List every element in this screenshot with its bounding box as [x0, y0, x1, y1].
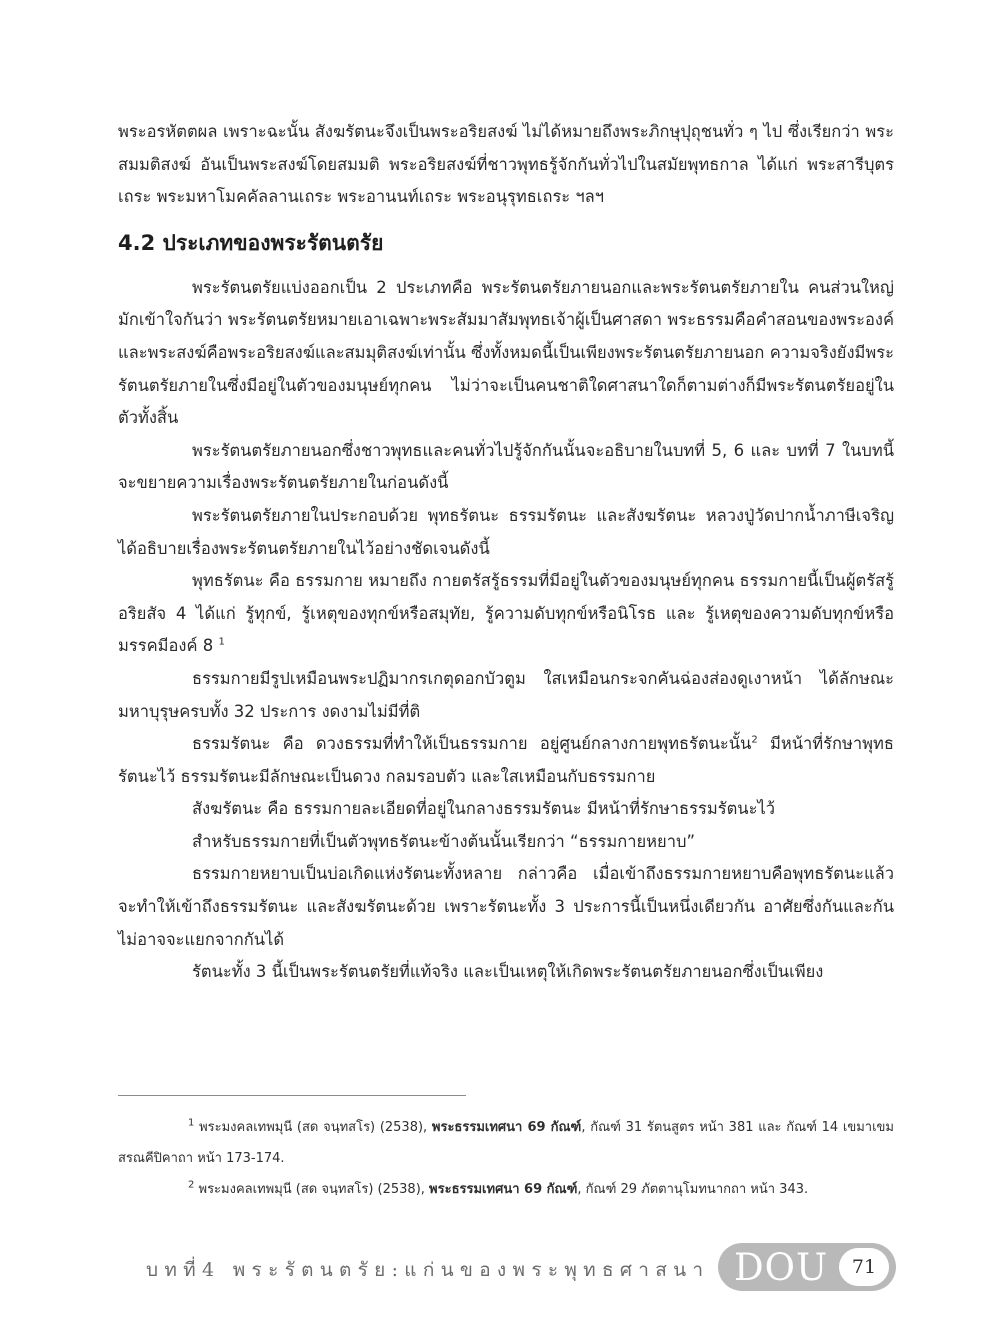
paragraph: พระรัตนตรัยแบ่งออกเป็น 2 ประเภทคือ พระรัตนตรัยภายนอกและพระรัตนตรัยภายใน คนส่วนใหญ่มักเข้าใจกันว่า พระรัตนตรัยหมายเอาเฉพาะพระสัมมาสัมพุทธเจ้าผู้เป็นศาสดา พระธรรมคือคำสอนของพระองค์ และพระสงฆ์คือพระอริยสงฆ์และสมมุติสงฆ์เท่านั้น ซึ่งทั้งหมดนี้เป็นเพียงพระรัตนตรัยภายนอก ความจริงยังมีพระรัตนตรัยภายในซึ่งมีอยู่ในตัวของมนุษย์ทุกคน ไม่ว่าจะเป็นคนชาติใดศาสนาใดก็ตามต่างก็มีพระรัตนตรัยอยู่ในตัวทั้งสิ้น — [118, 277, 894, 428]
paragraph: สังฆรัตนะ คือ ธรรมกายละเอียดที่อยู่ในกลางธรรมรัตนะ มีหน้าที่รักษาธรรมรัตนะไว้ — [192, 799, 776, 819]
footnote-text: พระมงคลเทพมุนี (สด จนฺทสโร) (2538), — [194, 1182, 430, 1197]
footnote-text: , กัณฑ์ 31 รัตนสูตร หน้า 381 และ กัณฑ์ 14 เขมาเขมสรณคีปิคาถา หน้า 173-174. — [118, 1120, 894, 1166]
paragraph: สำหรับธรรมกายที่เป็นตัวพุทธรัตนะข้างต้นนั้นเรียกว่า “ธรรมกายหยาบ” — [192, 831, 696, 851]
footnote-book-title: พระธรรมเทศนา 69 กัณฑ์ — [429, 1182, 578, 1197]
section-heading: 4.2 ประเภทของพระรัตนตรัย — [118, 230, 384, 255]
body-text — [118, 116, 894, 989]
paragraph — [118, 565, 894, 663]
paragraph: พระอรหัตตผล เพราะฉะนั้น สังฆรัตนะจึงเป็นพระอริยสงฆ์ ไม่ได้หมายถึงพระภิกษุปุถุชนทั่ว ๆ ไป ซึ่งเรียกว่า พระสมมติสงฆ์ อันเป็นพระสงฆ์โดยสมมติ พระอริยสงฆ์ที่ชาวพุทธรู้จักกันทั่วไปในสมัยพุทธกาล ได้แก่ พระสารีบุตรเถระ พระมหาโมคคัลลานเถระ พระอานนท์เถระ พระอนุรุทธเถระ ฯลฯ — [118, 122, 894, 207]
footnote-text: , กัณฑ์ 29 ภัตตานุโมทนากถา หน้า 343. — [577, 1182, 809, 1197]
paragraph: พระรัตนตรัยภายนอกซึ่งชาวพุทธและคนทั่วไปรู้จักกันนั้นจะอธิบายในบทที่ 5, 6 และ บทที่ 7 ในบทนี้จะขยายความเรื่องพระรัตนตรัยภายในก่อนดังนี้ — [118, 440, 894, 493]
footnote-divider — [118, 1095, 466, 1096]
paragraph: รัตนะทั้ง 3 นี้เป็นพระรัตนตรัยที่แท้จริง และเป็นเหตุให้เกิดพระรัตนตรัยภายนอกซึ่งเป็นเพียง — [192, 962, 824, 982]
paragraph: พระรัตนตรัยภายในประกอบด้วย พุทธรัตนะ ธรรมรัตนะ และสังฆรัตนะ หลวงปู่วัดปากน้ำภาษีเจริญได้อธิบายเรื่องพระรัตนตรัยภายในไว้อย่างชัดเจนดังนี้ — [118, 505, 894, 558]
paragraph-text: มีหน้าที่รักษาพุทธรัตนะไว้ ธรรมรัตนะมีลักษณะเป็นดวง กลมรอบตัว และใสเหมือนกับธรรมกาย — [118, 734, 894, 786]
footnote-book-title: พระธรรมเทศนา 69 กัณฑ์ — [431, 1120, 582, 1135]
page-number: 71 — [839, 1248, 889, 1286]
paragraph-text: พุทธรัตนะ คือ ธรรมกาย หมายถึง กายตรัสรู้ธรรมที่มีอยู่ในตัวของมนุษย์ทุกคน ธรรมกายนี้เป็นผู้ตรัสรู้อริยสัจ 4 ได้แก่ รู้ทุกข์, รู้เหตุของทุกข์หรือสมุทัย, รู้ความดับทุกข์หรือนิโรธ และ รู้เหตุของความดับทุกข์หรือมรรคมีองค์ 8 — [118, 571, 894, 656]
footnote-text: พระมงคลเทพมุนี (สด จนฺทสโร) (2538), — [194, 1120, 432, 1135]
footnotes — [118, 1112, 894, 1205]
paragraph — [118, 728, 894, 793]
footnote-number: 1 — [188, 1117, 195, 1129]
footnote-ref[interactable]: 1 — [218, 636, 225, 648]
paragraph-text: ธรรมรัตนะ คือ ดวงธรรมที่ทำให้เป็นธรรมกาย อยู่ศูนย์กลางกายพุทธรัตนะนั้น — [192, 734, 752, 754]
footnote — [118, 1174, 894, 1205]
paragraph: ธรรมกายหยาบเป็นบ่อเกิดแห่งรัตนะทั้งหลาย กล่าวคือ เมื่อเข้าถึงธรรมกายหยาบคือพุทธรัตนะแล้ว จะทำให้เข้าถึงธรรมรัตนะ และสังฆรัตนะด้วย เพราะรัตนะทั้ง 3 ประการนี้เป็นหนึ่งเดียวกัน อาศัยซึ่งกันและกัน ไม่อาจจะแยกจากกันได้ — [118, 864, 894, 949]
footer-badge — [718, 1243, 896, 1291]
paragraph: ธรรมกายมีรูปเหมือนพระปฏิมากรเกตุดอกบัวตูม ใสเหมือนกระจกคันฉ่องส่องดูเงาหน้า ได้ลักษณะมหาบุรุษครบทั้ง 32 ประการ งดงามไม่มีที่ติ — [118, 668, 894, 721]
running-footer-title: บทที่4 พระรัตนตรัย:แก่นของพระพุทธศาสนา — [146, 1259, 710, 1281]
footnote-number: 2 — [188, 1179, 195, 1191]
dou-logo: DOU — [734, 1246, 829, 1289]
footnote-ref[interactable]: 2 — [751, 734, 758, 746]
footnote — [118, 1112, 894, 1174]
